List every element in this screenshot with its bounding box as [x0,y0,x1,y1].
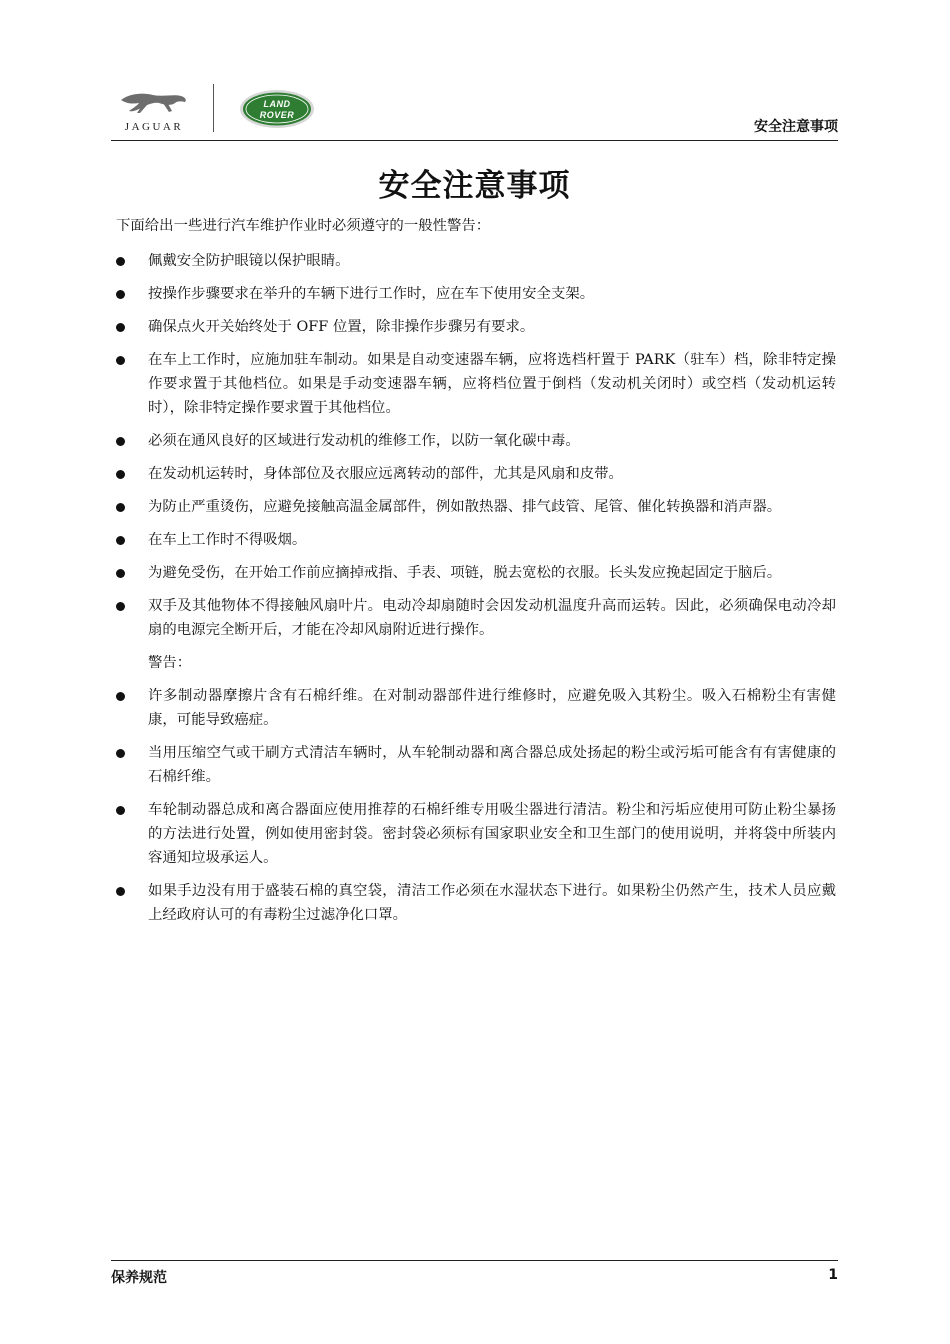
bullet-icon [116,290,125,299]
list-item: 在车上工作时，应施加驻车制动。如果是自动变速器车辆，应将选档杆置于 PARK（驻车）档，除非特定操作要求置于其他档位。如果是手动变速器车辆，应将档位置于倒档（发动机关闭时）或空档（发动机运转时），除非特定操作要求置于其他档位。 [116,348,836,420]
list-item: 当用压缩空气或干刷方式清洁车辆时，从车轮制动器和离合器总成处扬起的粉尘或污垢可能含有有害健康的石棉纤维。 [116,741,836,789]
list-item: 必须在通风良好的区域进行发动机的维修工作，以防一氧化碳中毒。 [116,429,836,453]
bullet-icon [116,806,125,815]
list-item: 双手及其他物体不得接触风扇叶片。电动冷却扇随时会因发动机温度升高而运转。因此，必须确保电动冷却扇的电源完全断开后，才能在冷却风扇附近进行操作。 [116,594,836,642]
bullet-icon [116,470,125,479]
bullet-icon [116,536,125,545]
logo-divider [213,84,214,132]
header-section-title: 安全注意事项 [754,119,838,135]
safety-list [116,249,836,642]
list-item: 确保点火开关始终处于 OFF 位置，除非操作步骤另有要求。 [116,315,836,339]
list-item: 车轮制动器总成和离合器面应使用推荐的石棉纤维专用吸尘器进行清洁。粉尘和污垢应使用可防止粉尘暴扬的方法进行处置，例如使用密封袋。密封袋必须标有国家职业安全和卫生部门的使用说明，并将袋中所装内容通知垃圾承运人。 [116,798,836,870]
list-item: 为防止严重烫伤，应避免接触高温金属部件，例如散热器、排气歧管、尾管、催化转换器和消声器。 [116,495,836,519]
document-body [116,214,836,936]
land-rover-wordmark-line1: LAND [263,99,291,109]
list-item: 如果手边没有用于盛装石棉的真空袋，清洁工作必须在水湿状态下进行。如果粉尘仍然产生，技术人员应戴上经政府认可的有毒粉尘过滤净化口罩。 [116,879,836,927]
bullet-icon [116,887,125,896]
page-header [111,80,838,141]
list-item: 在车上工作时不得吸烟。 [116,528,836,552]
leaping-jaguar-icon [119,86,189,116]
bullet-icon [116,323,125,332]
bullet-icon [116,569,125,578]
list-item: 在发动机运转时，身体部位及衣服应远离转动的部件，尤其是风扇和皮带。 [116,462,836,486]
bullet-icon [116,437,125,446]
list-item: 按操作步骤要求在举升的车辆下进行工作时，应在车下使用安全支架。 [116,282,836,306]
jaguar-logo [111,86,197,132]
list-item: 许多制动器摩擦片含有石棉纤维。在对制动器部件进行维修时，应避免吸入其粉尘。吸入石棉粉尘有害健康，可能导致癌症。 [116,684,836,732]
bullet-icon [116,602,125,611]
land-rover-wordmark-line2: ROVER [259,110,295,120]
page-number: 1 [828,1267,838,1283]
jaguar-wordmark: JAGUAR [124,121,184,133]
land-rover-logo [239,89,315,129]
page-title: 安全注意事项 [378,168,571,204]
bullet-icon [116,503,125,512]
warning-list [116,684,836,927]
list-item: 为避免受伤，在开始工作前应摘掉戒指、手表、项链，脱去宽松的衣服。长头发应挽起固定于脑后。 [116,561,836,585]
bullet-icon [116,749,125,758]
page-footer [111,1260,838,1286]
intro-paragraph: 下面给出一些进行汽车维护作业时必须遵守的一般性警告： [116,218,491,234]
list-item: 佩戴安全防护眼镜以保护眼睛。 [116,249,836,273]
footer-manual-title: 保养规范 [111,1270,167,1286]
bullet-icon [116,257,125,266]
warning-label: 警告： [148,655,192,671]
bullet-icon [116,356,125,365]
bullet-icon [116,692,125,701]
